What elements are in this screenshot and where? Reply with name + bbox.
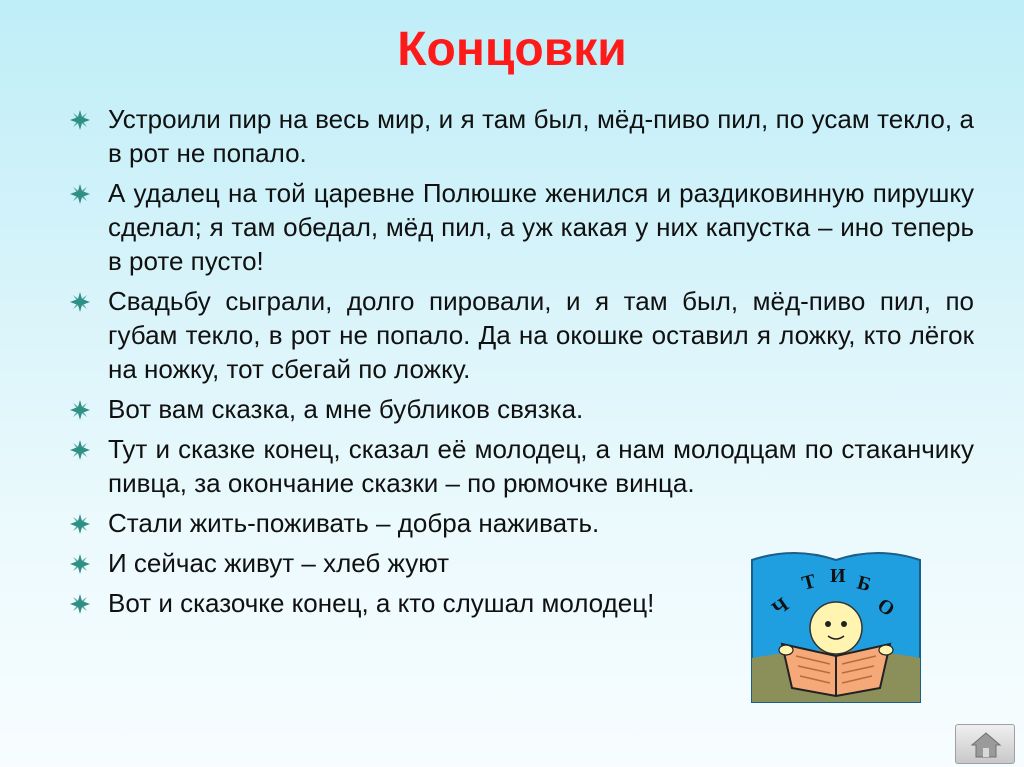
picture-letter: Б <box>854 571 874 597</box>
star-bullet-icon <box>70 110 90 130</box>
star-bullet-icon <box>70 184 90 204</box>
page-title: Концовки <box>397 23 627 76</box>
star-bullet-icon <box>70 440 90 460</box>
reading-book-illustration <box>748 546 924 706</box>
list-item-text: Свадьбу сыграли, долго пировали, и я там был, мёд-пиво пил, по губам текло, в рот не попало. Да на окошке оставил я ложку, кто лёгок на ножку, тот сбегай по ложку. <box>108 286 974 384</box>
picture-letter: О <box>873 594 899 622</box>
list-item <box>70 102 974 170</box>
star-bullet-icon <box>70 292 90 312</box>
picture-letter: И <box>830 565 846 587</box>
star-bullet-icon <box>70 554 90 574</box>
list-item-text: И сейчас живут – хлеб жуют <box>108 548 450 578</box>
home-button[interactable] <box>955 724 1015 764</box>
list-item <box>70 586 748 620</box>
list-item <box>70 506 748 540</box>
star-bullet-icon <box>70 400 90 420</box>
star-bullet-icon <box>70 514 90 534</box>
list-item <box>70 392 974 426</box>
picture-letter: Ч <box>768 593 793 621</box>
list-item <box>70 432 974 500</box>
list-item-text: Стали жить-поживать – добра наживать. <box>108 508 600 538</box>
list-item-text: Вот вам сказка, а мне бубликов связка. <box>108 394 584 424</box>
list-item-text: Вот и сказочке конец, а кто слушал молодец! <box>108 588 655 618</box>
list-item-text: Тут и сказке конец, сказал её молодец, а нам молодцам по стаканчику пивца, за окончание сказки – по рюмочке винца. <box>108 434 974 498</box>
list-item <box>70 284 974 386</box>
list-item <box>70 176 974 278</box>
star-bullet-icon <box>70 594 90 614</box>
list-item <box>70 546 748 580</box>
home-icon <box>970 731 1002 759</box>
list-item-text: Устроили пир на весь мир, и я там был, мёд-пиво пил, по усам текло, а в рот не попало. <box>108 104 974 168</box>
list-item-text: А удалец на той царевне Полюшке женился и раздиковинную пирушку сделал; я там обедал, мёд пил, а уж какая у них капустка – ино теперь в роте пусто! <box>108 178 974 276</box>
picture-letter: Т <box>799 570 819 595</box>
